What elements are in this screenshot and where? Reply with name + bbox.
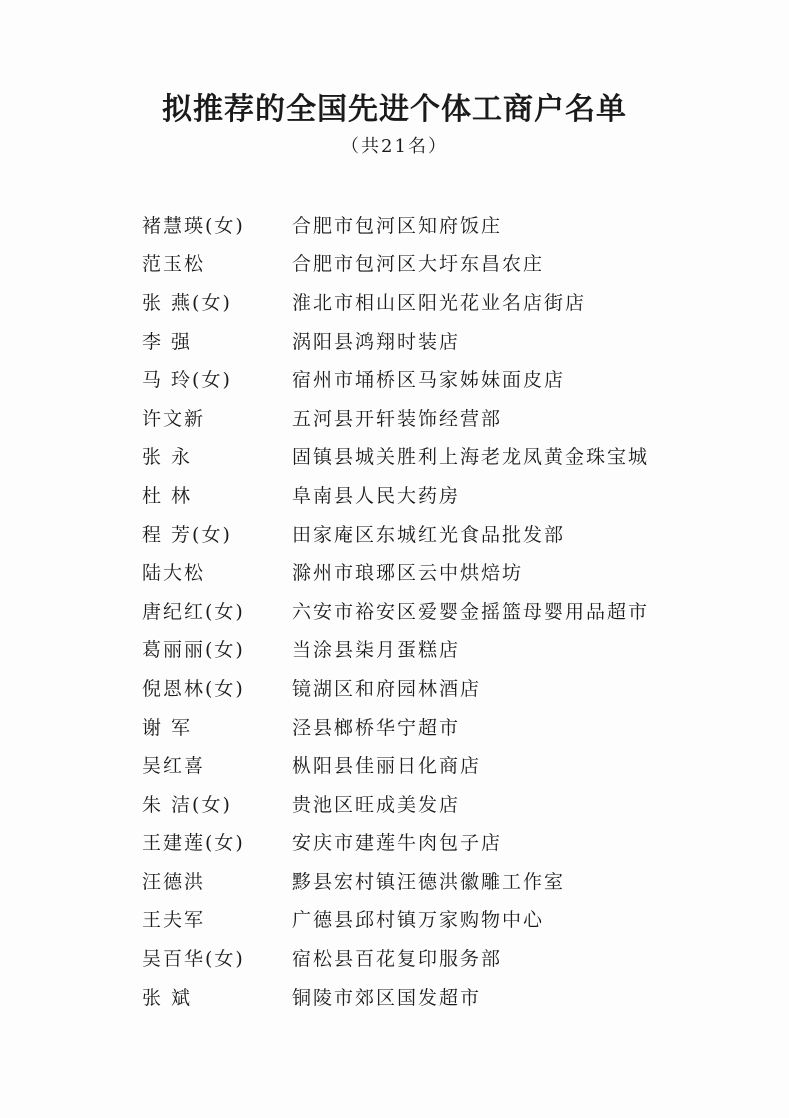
entry-shop: 田家庵区东城红光食品批发部 <box>292 523 566 546</box>
list-item <box>142 707 762 746</box>
list-item <box>142 321 762 360</box>
entry-name: 倪恩林(女) <box>142 677 245 700</box>
entry-name: 张 永 <box>142 446 193 469</box>
list-item <box>142 861 762 900</box>
list-item <box>142 398 762 437</box>
entry-shop: 滁州市琅琊区云中烘焙坊 <box>292 562 524 585</box>
entry-shop: 宿州市埇桥区马家姊妹面皮店 <box>292 369 566 392</box>
entry-name: 葛丽丽(女) <box>142 639 245 662</box>
entry-shop: 广德县邱村镇万家购物中心 <box>292 909 545 932</box>
entry-name: 谢 军 <box>142 716 193 739</box>
list-item <box>142 977 762 1016</box>
entry-name: 马 玲(女) <box>142 369 232 392</box>
entry-name: 吴百华(女) <box>142 948 245 971</box>
entry-shop: 涡阳县鸿翔时装店 <box>292 330 461 353</box>
entry-shop: 贵池区旺成美发店 <box>292 793 461 816</box>
entry-shop: 泾县榔桥华宁超市 <box>292 716 461 739</box>
list-item <box>142 591 762 630</box>
entry-shop: 固镇县城关胜利上海老龙凤黄金珠宝城 <box>292 446 650 469</box>
list-item <box>142 745 762 784</box>
entry-name: 许文新 <box>142 407 206 430</box>
list-item <box>142 938 762 977</box>
entry-shop: 合肥市包河区知府饭庄 <box>292 214 503 237</box>
list-item <box>142 359 762 398</box>
entry-shop: 枞阳县佳丽日化商店 <box>292 755 482 778</box>
entry-shop: 铜陵市郊区国发超市 <box>292 986 482 1009</box>
list-item <box>142 437 762 476</box>
list-item <box>142 823 762 862</box>
entry-name: 李 强 <box>142 330 193 353</box>
page-title: 拟推荐的全国先进个体工商户名单 <box>162 92 627 127</box>
entry-shop: 五河县开轩装饰经营部 <box>292 407 503 430</box>
entry-shop: 宿松县百花复印服务部 <box>292 948 503 971</box>
entry-name: 朱 洁(女) <box>142 793 232 816</box>
entry-shop: 安庆市建莲牛肉包子店 <box>292 832 503 855</box>
list-item <box>142 514 762 553</box>
entry-shop: 淮北市相山区阳光花业名店街店 <box>292 291 587 314</box>
entry-name: 吴红喜 <box>142 755 206 778</box>
entry-shop: 阜南县人民大药房 <box>292 484 461 507</box>
list-item <box>142 784 762 823</box>
list-item <box>142 668 762 707</box>
list-item <box>142 552 762 591</box>
entry-shop: 六安市裕安区爱婴金摇篮母婴用品超市 <box>292 600 650 623</box>
entry-name: 唐纪红(女) <box>142 600 245 623</box>
entry-name: 王建莲(女) <box>142 832 245 855</box>
entry-name: 杜 林 <box>142 484 193 507</box>
entry-name: 汪德洪 <box>142 870 206 893</box>
entry-shop: 当涂县柒月蛋糕店 <box>292 639 461 662</box>
entry-list <box>142 205 762 1015</box>
entry-name: 张 燕(女) <box>142 291 232 314</box>
list-item <box>142 900 762 939</box>
entry-name: 张 斌 <box>142 986 193 1009</box>
entry-name: 王夫军 <box>142 909 206 932</box>
entry-shop: 镜湖区和府园林酒店 <box>292 677 482 700</box>
entry-shop: 合肥市包河区大圩东昌农庄 <box>292 253 545 276</box>
list-item <box>142 282 762 321</box>
entry-name: 范玉松 <box>142 253 206 276</box>
entry-name: 褚慧瑛(女) <box>142 214 245 237</box>
list-item <box>142 630 762 669</box>
page-subtitle: （共21名） <box>341 136 448 157</box>
list-item <box>142 475 762 514</box>
entry-name: 陆大松 <box>142 562 206 585</box>
entry-shop: 黟县宏村镇汪德洪徽雕工作室 <box>292 870 566 893</box>
entry-name: 程 芳(女) <box>142 523 232 546</box>
list-item <box>142 205 762 244</box>
list-item <box>142 244 762 283</box>
